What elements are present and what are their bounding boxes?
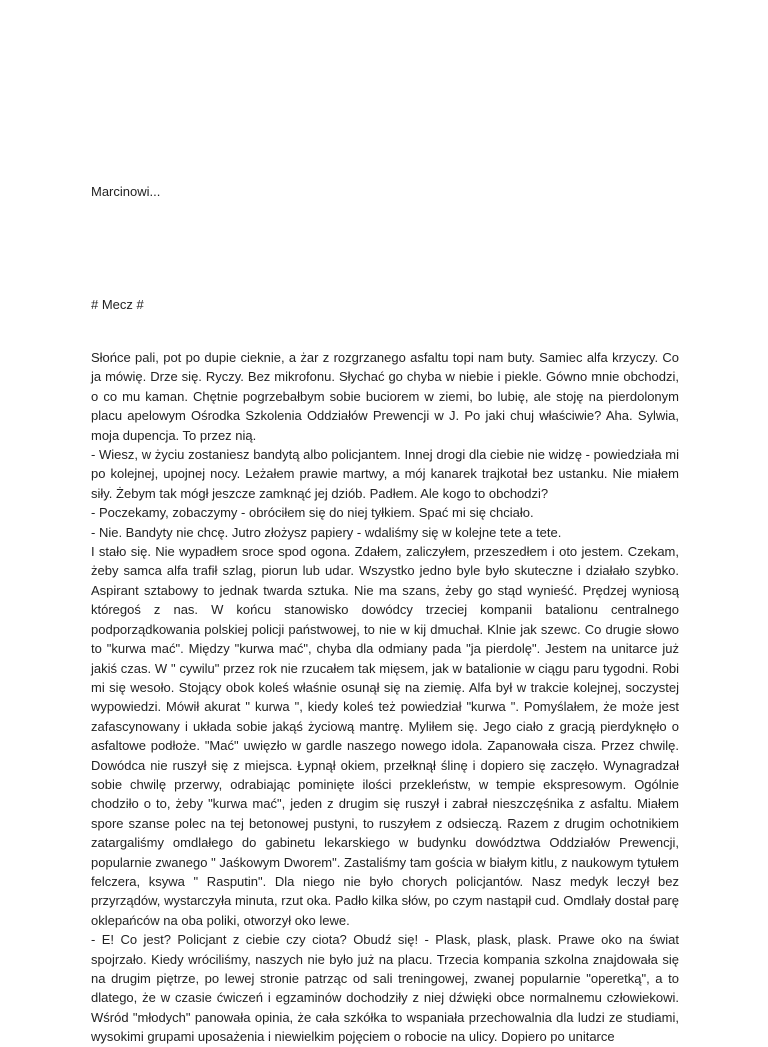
paragraph: Słońce pali, pot po dupie cieknie, a żar z rozgrzanego asfaltu topi nam buty. Samiec alfa krzyczy. Co ja mówię. Drze się. Ryczy. Bez mikrofonu. Słychać go chyba w niebie i piekle. Gówno mnie obchodzi, o co mu kaman. Chętnie pogrzebałbym sobie buciorem w ziemi, bo lubię, ale stoję na pierdolonym placu apelowym Ośrodka Szkolenia Oddziałów Prewencji w J. Po jaki chuj właściwie? Aha. Sylwia, moja dupencja. To przez nią.	[91, 350, 679, 443]
body-text	[91, 348, 679, 1047]
dedication: Marcinowi...	[91, 184, 161, 199]
chapter-title: # Mecz #	[91, 297, 144, 312]
paragraph: I stało się. Nie wypadłem sroce spod ogona. Zdałem, zaliczyłem, przeszedłem i oto jestem. Czekam, żeby samca alfa trafił szlag, piorun lub udar. Wszystko jedno byle było skuteczne i działało szybko. Aspirant sztabowy to jednak twarda sztuka. Nie ma szans, żeby go stąd wynieść. Prędzej wyniosą któregoś z nas. W końcu stanowisko dowódcy trzeciej kompanii batalionu centralnego podporządkowania polskiej policji państwowej, to nie w kij dmuchał. Klnie jak szewc. Co drugie słowo to "kurwa mać". Między "kurwa mać", chyba dla odmiany pada "ja pierdolę". Jestem na unitarce już jakiś czas. W " cywilu" przez rok nie rzucałem tak mięsem, jak w batalionie w ciągu paru tygodni. Robi mi się wesoło. Stojący obok koleś właśnie osunął się na ziemię. Alfa był w trakcie kolejnej, soczystej wypowiedzi. Mówił akurat " kurwa ", kiedy koleś też powiedział "kurwa ". Pomyślałem, że może jest zafascynowany i układa sobie jakąś życiową mantrę. Myliłem się. Jego ciało z gracją pierdyknęło o asfaltowe podłoże. "Mać" uwięzło w gardle naszego nowego idola. Zapanowała cisza. Przez chwilę. Dowódca nie ruszył się z miejsca. Łypnął okiem, przełknął ślinę i dopiero się zaczęło. Wynagradzał sobie chwilę przerwy, odrabiając pominięte ilości przekleństw, w tempie ekspresowym. Ogólnie chodziło o to, żeby "kurwa mać", jeden z drugim się ruszył i zabrał nieszczęśnika z asfaltu. Miałem spore szanse polec na tej betonowej pustyni, to ruszyłem z odsieczą. Razem z drugim ochotnikiem zatargaliśmy omdlałego do gabinetu lekarskiego w budynku dowództwa Oddziałów Prewencji, popularnie zwanego " Jaśkowym Dworem". Zastaliśmy tam gościa w białym kitlu, z naukowym tytułem felczera, ksywa " Rasputin". Dla niego nie było chorych policjantów. Nasz medyk leczył bez przyrządów, wystarczyła minuta, rzut oka. Padło kilka słów, po czym nastąpił cud. Omdlały dostał parę oklepańców na oba poliki, otworzył oko lewe.	[91, 544, 679, 928]
paragraph: - Nie. Bandyty nie chcę. Jutro złożysz papiery - wdaliśmy się w kolejne tete a tete.	[91, 524, 562, 540]
paragraph: - Wiesz, w życiu zostaniesz bandytą albo policjantem. Innej drogi dla ciebie nie widzę - powiedziała mi po kolejnej, upojnej nocy. Leżałem prawie martwy, a mój kanarek trajkotał bez ustanku. Nie miałem siły. Żebym tak mógł jeszcze zamknąć jej dziób. Padłem. Ale kogo to obchodzi?	[91, 447, 679, 501]
paragraph: - E! Co jest? Policjant z ciebie czy ciota? Obudź się! - Plask, plask, plask. Prawe oko na świat spojrzało. Kiedy wróciliśmy, naszych nie było już na placu. Trzecia kompania szkolna znajdowała się na drugim piętrze, po lewej stronie patrząc od sali treningowej, zwanej popularnie "operetką", a to dlatego, że w czasie ćwiczeń i egzaminów dochodziły z niej dźwięki obce normalnemu człowiekowi. Wśród "młodych" panowała opinia, że cała szkółka to wspaniała przechowalnia dla ludzi ze studiami, wysokimi grupami uposażenia i niewielkim pojęciem o robocie na ulicy. Dopiero po unitarce	[91, 932, 679, 1045]
paragraph: - Poczekamy, zobaczymy - obróciłem się do niej tyłkiem. Spać mi się chciało.	[91, 505, 534, 521]
